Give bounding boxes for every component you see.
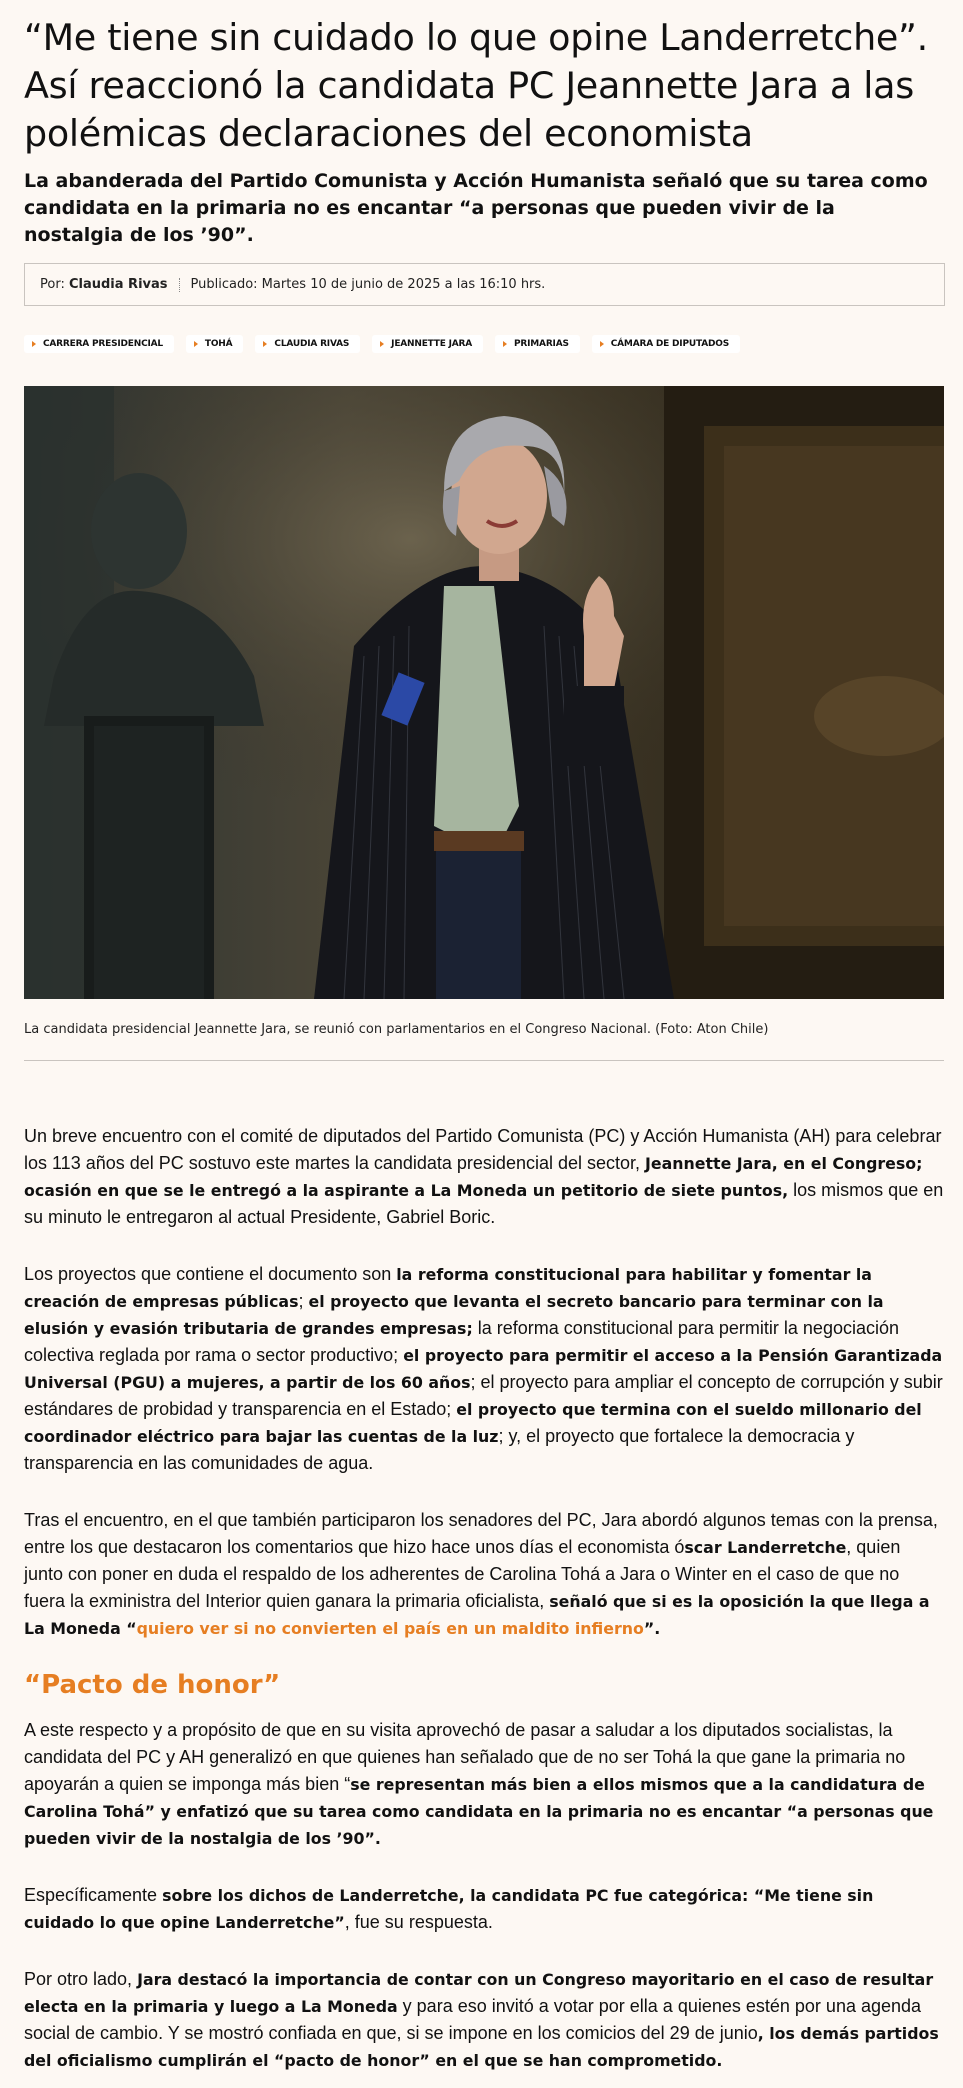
paragraph-1: Un breve encuentro con el comité de diputados del Partido Comunista (PC) y Acción Humanista (AH) para celebrar los 113 años del PC sostuvo este martes la candidata presidencial del sector, Jeannette Jara, en el Congreso; ocasión en que se le entregó a la aspirante a La Moneda un petitorio de siete puntos, los mismos que en su minuto le entregaron al actual Presidente, Gabriel Boric. xyxy=(24,1126,944,1227)
tag-arrow-icon xyxy=(600,341,604,347)
tag-arrow-icon xyxy=(503,341,507,347)
tag-jeannette-jara[interactable]: JEANNETTE JARA xyxy=(372,335,483,353)
article-photo xyxy=(24,386,944,999)
photo-caption: La candidata presidencial Jeannette Jara, se reunió con parlamentarios en el Congreso Nacional. (Foto: Aton Chile) xyxy=(24,1022,769,1037)
paragraph-6: Por otro lado, Jara destacó la importancia de contar con un Congreso mayoritario en el caso de resultar electa en la primaria y luego a La Moneda y para eso invitó a votar por ella a quienes estén por una agenda social de cambio. Y se mostró confiada en que, si se impone en los comicios del 29 de junio, los demás partidos del oficialismo cumplirán el “pacto de honor” en el que se han comprometido. xyxy=(24,1969,939,2070)
article-body xyxy=(24,1123,944,2088)
tag-arrow-icon xyxy=(263,341,267,347)
paragraph-3: Tras el encuentro, en el que también participaron los senadores del PC, Jara abordó algunos temas con la prensa, entre los que destacaron los comentarios que hizo hace unos días el economista óscar Landerretche, quien junto con poner en duda el respaldo de los adherentes de Carolina Tohá a Jara o Winter en el caso de que no fuera la exministra del Interior quien ganara la primaria oficialista, señaló que si es la oposición la que llega a La Moneda “quiero ver si no convierten el país en un maldito infierno”. xyxy=(24,1510,938,1638)
tag-arrow-icon xyxy=(32,341,36,347)
section-heading: “Pacto de honor” xyxy=(24,1670,281,1700)
subheadline: La abanderada del Partido Comunista y Acción Humanista señaló que su tarea como candidata en la primaria no es encantar “a personas que pueden vivir de la nostalgia de los ’90”. xyxy=(24,170,928,246)
byline-por-label: Por: xyxy=(40,277,65,292)
paragraph-5: Específicamente sobre los dichos de Landerretche, la candidata PC fue categórica: “Me tiene sin cuidado lo que opine Landerretche”, fue su respuesta. xyxy=(24,1885,874,1932)
photo-illustration xyxy=(24,386,944,999)
author-link[interactable]: Claudia Rivas xyxy=(68,277,168,292)
tag-arrow-icon xyxy=(194,341,198,347)
paragraph-4: A este respecto y a propósito de que en su visita aprovechó de pasar a saludar a los diputados socialistas, la candidata del PC y AH generalizó en que quienes han señalado que de no ser Tohá la que gane la primaria no apoyarán a quien se imponga más bien “se representan más bien a ellos mismos que a la candidatura de Carolina Tohá” y enfatizó que su tarea como candidata en la primaria no es encantar “a personas que pueden vivir de la nostalgia de los ’90”. xyxy=(24,1720,934,1848)
tag-claudia-rivas[interactable]: CLAUDIA RIVAS xyxy=(255,335,360,353)
tag-primarias[interactable]: PRIMARIAS xyxy=(495,335,580,353)
tag-camara-de-diputados[interactable]: CÁMARA DE DIPUTADOS xyxy=(592,335,740,353)
paragraph-2: Los proyectos que contiene el documento son la reforma constitucional para habilitar y fomentar la creación de empresas públicas; el proyecto que levanta el secreto bancario para terminar con la elusión y evasión tributaria de grandes empresas; la reforma constitucional para permitir la negociación colectiva reglada por rama o sector productivo; el proyecto para permitir el acceso a la Pensión Garantizada Universal (PGU) a mujeres, a partir de los 60 años; el proyecto para ampliar el concepto de corrupción y subir estándares de probidad y transparencia en el Estado; el proyecto que termina con el sueldo millonario del coordinador eléctrico para bajar las cuentas de la luz; y, el proyecto que fortalece la democracia y transparencia en las comunidades de agua. xyxy=(24,1264,943,1473)
tag-toha[interactable]: TOHÁ xyxy=(186,335,244,353)
tag-list xyxy=(24,335,740,353)
headline: “Me tiene sin cuidado lo que opine Landerretche”. Así reaccionó la candidata PC Jeannette Jara a las polémicas declaraciones del economista xyxy=(24,16,928,155)
tag-carrera-presidencial[interactable]: CARRERA PRESIDENCIAL xyxy=(24,335,174,353)
byline-box xyxy=(24,263,945,306)
byline-separator xyxy=(179,278,180,292)
published-date: Publicado: Martes 10 de junio de 2025 a las 16:10 hrs. xyxy=(190,277,546,292)
quote-link[interactable]: quiero ver si no convierten el país en un maldito infierno xyxy=(136,1619,644,1638)
divider xyxy=(24,1060,944,1061)
tag-arrow-icon xyxy=(380,341,384,347)
